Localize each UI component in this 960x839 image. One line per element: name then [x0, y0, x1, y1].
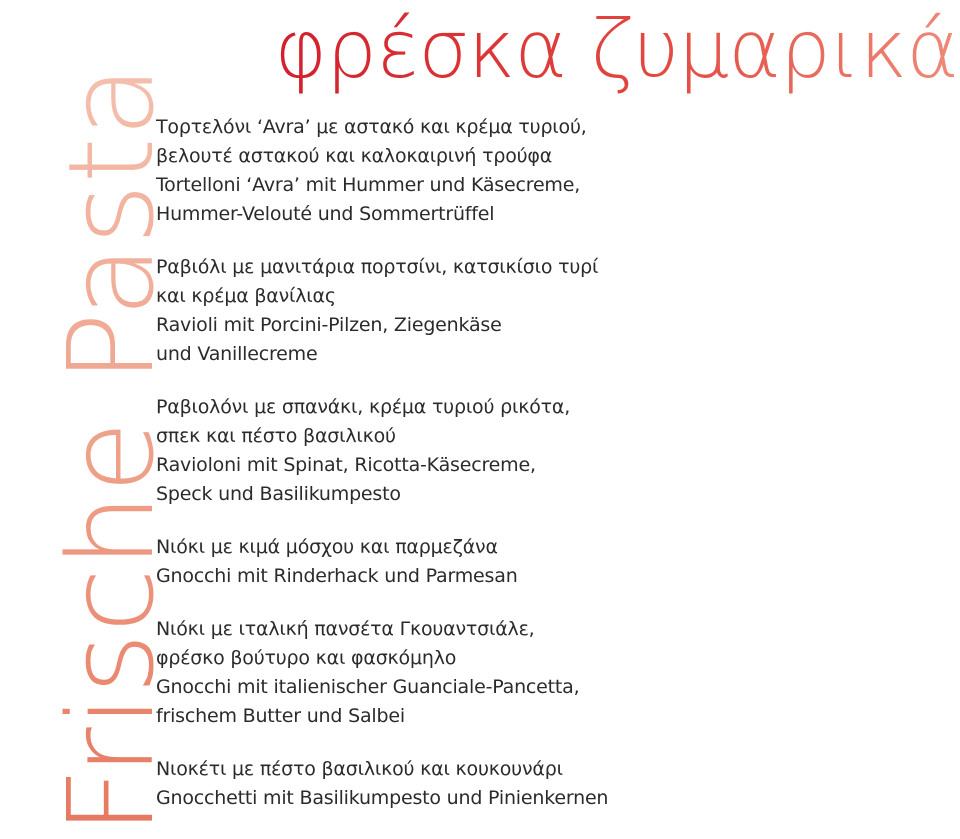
menu-item-german-line: frischem Butter und Salbei: [156, 705, 405, 727]
menu-item-greek-line: Νιοκέτι με πέστο βασιλικού και κουκουνάρι: [156, 758, 563, 780]
menu-item-greek-line: και κρέμα βανίλιας: [156, 285, 336, 307]
menu-item-greek-line: Ραβιόλι με μανιτάρια πορτσίνι, κατσικίσιο τυρί: [156, 256, 599, 278]
menu-item-german-line: Gnocchi mit Rinderhack und Parmesan: [156, 565, 518, 587]
menu-item-german-line: Gnocchi mit italienischer Guanciale-Pancetta,: [156, 676, 580, 698]
pasta-menu-list: [156, 113, 956, 813]
menu-item-ravioli: [156, 253, 956, 369]
menu-item-ravioloni: [156, 393, 956, 509]
menu-item-german-line: Tortelloni ‘Avra’ mit Hummer und Käsecreme,: [156, 174, 581, 196]
menu-item-german-line: Ravioli mit Porcini-Pilzen, Ziegenkäse: [156, 314, 502, 336]
menu-item-greek-line: Νιόκι με κιμά μόσχου και παρμεζάνα: [156, 536, 498, 558]
menu-item-german-line: und Vanillecreme: [156, 343, 318, 365]
page-title-vertical: Frische Pasta: [42, 64, 180, 835]
menu-item-greek-line: σπεκ και πέστο βασιλικού: [156, 425, 396, 447]
page-title-greek: φρέσκα ζυμαρικά: [274, 0, 958, 100]
menu-item-gnocchi-guanciale: [156, 615, 956, 731]
menu-item-greek-line: Νιόκι με ιταλική πανσέτα Γκουαντσιάλε,: [156, 618, 535, 640]
menu-item-tortelloni: [156, 113, 956, 229]
menu-item-gnocchetti: [156, 755, 956, 813]
menu-item-german-line: Hummer-Velouté und Sommertrüffel: [156, 203, 495, 225]
menu-item-german-line: Ravioloni mit Spinat, Ricotta-Käsecreme,: [156, 454, 536, 476]
menu-item-german-line: Speck und Basilikumpesto: [156, 483, 401, 505]
menu-item-greek-line: Τορτελόνι ‘Avra’ με αστακό και κρέμα τυριού,: [156, 116, 587, 138]
menu-item-greek-line: φρέσκο βούτυρο και φασκόμηλο: [156, 647, 457, 669]
menu-item-greek-line: βελουτέ αστακού και καλοκαιρινή τρούφα: [156, 145, 553, 167]
menu-item-greek-line: Ραβιολόνι με σπανάκι, κρέμα τυριού ρικότα,: [156, 396, 571, 418]
menu-item-gnocchi-beef: [156, 533, 956, 591]
menu-item-german-line: Gnocchetti mit Basilikumpesto und Pinienkernen: [156, 787, 609, 809]
